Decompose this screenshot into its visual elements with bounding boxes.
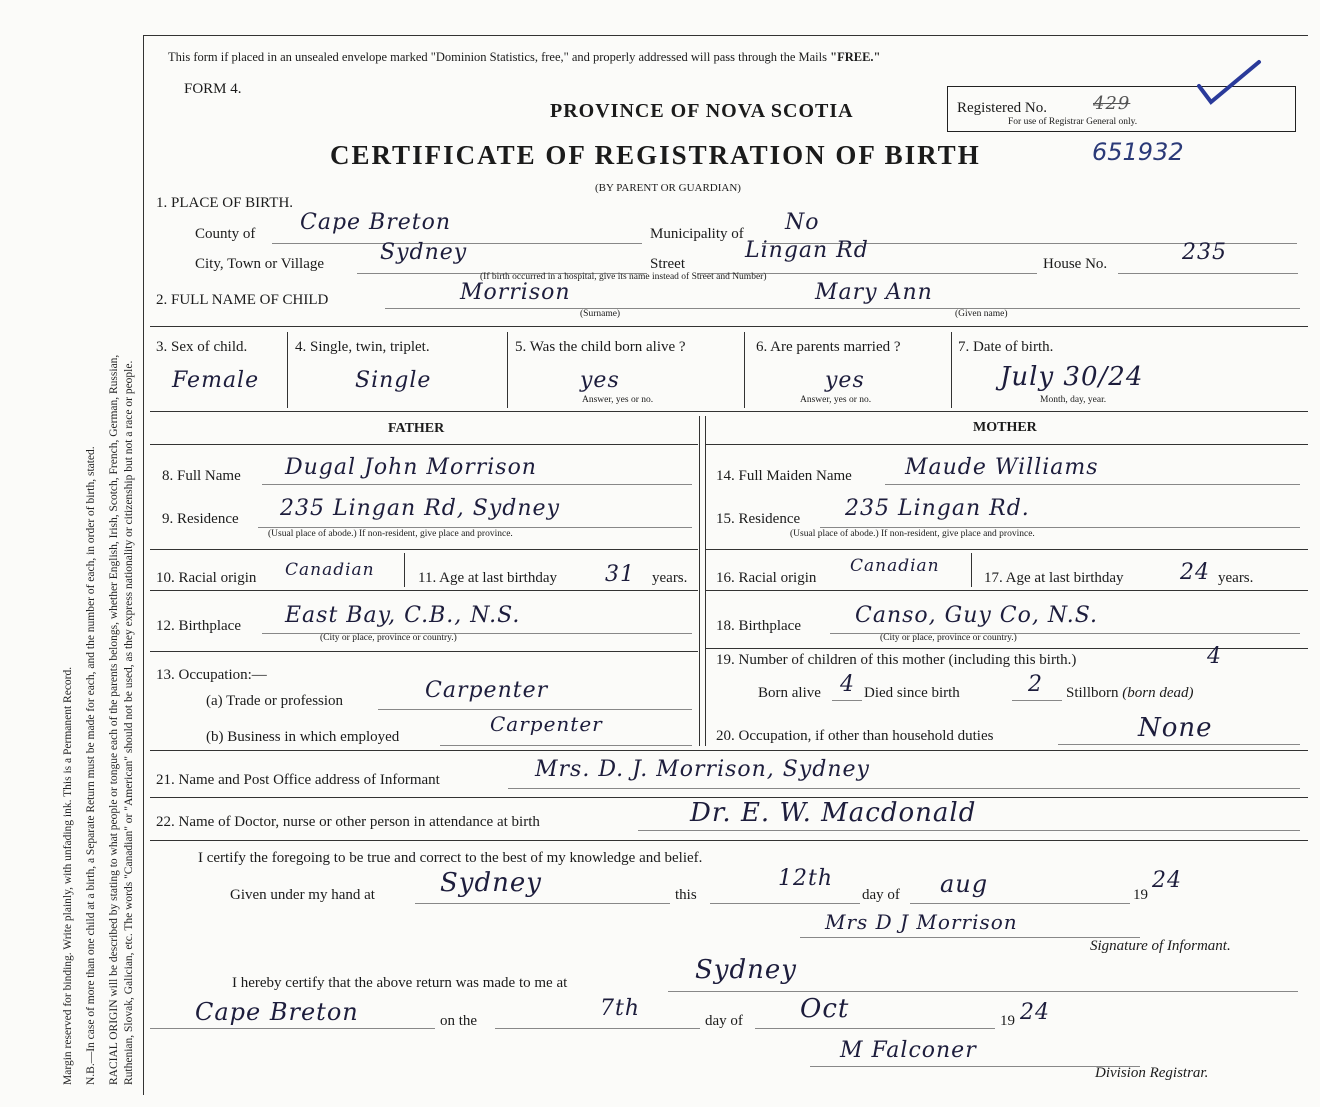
occupation-label: 13. Occupation:— (156, 667, 267, 683)
registrar-on-label: on the (440, 1013, 478, 1029)
city-value: Sydney (380, 240, 468, 265)
child-surname: Morrison (460, 280, 571, 305)
registrar-statement: I hereby certify that the above return was made to me at (232, 975, 568, 991)
certificate-number: 651932 (1092, 138, 1184, 166)
this-label: this (675, 887, 697, 903)
child-name-label: 2. FULL NAME OF CHILD (156, 292, 329, 308)
margin-note-racial-origin: RACIAL ORIGIN will be described by stating to what people or tongue each of the parents belongs, whether English, Irish, Scotch, French, German, Russian, (108, 354, 120, 1085)
place-of-birth-label: 1. PLACE OF BIRTH. (156, 195, 294, 211)
mother-occupation: None (1138, 713, 1213, 743)
doctor-value: Dr. E. W. Macdonald (690, 798, 977, 828)
trade-value: Carpenter (425, 678, 549, 703)
informant-signature: Mrs D J Morrison (825, 910, 1018, 934)
province-heading: PROVINCE OF NOVA SCOTIA (550, 100, 854, 122)
died-label: Died since birth (864, 685, 960, 701)
certify-statement: I certify the foregoing to be true and correct to the best of my knowledge and belief. (198, 850, 703, 866)
subtitle: (BY PARENT OR GUARDIAN) (595, 182, 741, 194)
page-title: CERTIFICATE OF REGISTRATION OF BIRTH (330, 140, 981, 170)
mother-residence-label: 15. Residence (716, 511, 801, 527)
stillborn-note: (born dead) (1122, 685, 1194, 701)
informant-value: Mrs. D. J. Morrison, Sydney (535, 757, 870, 782)
hospital-note: (If birth occurred in a hospital, give its name instead of Street and Number) (480, 272, 767, 282)
registrar-place: Sydney (695, 955, 797, 985)
registrar-month: Oct (800, 994, 850, 1024)
sex-value: Female (172, 368, 260, 393)
given-under-label: Given under my hand at (230, 887, 375, 903)
city-label: City, Town or Village (195, 256, 325, 272)
registrar-county: Cape Breton (195, 998, 359, 1026)
informant-label: 21. Name and Post Office address of Informant (156, 772, 440, 788)
father-name: Dugal John Morrison (285, 455, 537, 480)
street-label: Street (650, 256, 685, 272)
father-racial-label: 10. Racial origin (156, 570, 257, 586)
alive-note: Answer, yes or no. (582, 395, 654, 405)
father-birthplace-note: (City or place, province or country.) (320, 633, 457, 643)
cert-day-of-label: day of (862, 887, 900, 903)
plurality-label: 4. Single, twin, triplet. (295, 339, 430, 355)
margin-note-racial-origin-cont: Ruthenian, Slovak, Galician, etc. The words "Canadian" or "American" should not be used, as they express nationality or citizenship but not a race or people. (123, 360, 135, 1085)
informant-signature-label: Signature of Informant. (1090, 938, 1231, 954)
mother-age-label: 17. Age at last birthday (984, 570, 1124, 586)
municipality-label: Municipality of (650, 226, 744, 242)
municipality-value: No (785, 210, 820, 235)
dob-label: 7. Date of birth. (958, 339, 1054, 355)
mother-racial-label: 16. Racial origin (716, 570, 817, 586)
born-alive-label: Born alive (758, 685, 821, 701)
sex-label: 3. Sex of child. (156, 339, 248, 355)
cert-day: 12th (778, 866, 834, 891)
form-number: FORM 4. (184, 81, 242, 97)
plurality-value: Single (355, 368, 432, 393)
stillborn-label: Stillborn (born dead) (1066, 685, 1194, 701)
father-birthplace: East Bay, C.B., N.S. (285, 603, 521, 628)
father-racial: Canadian (285, 560, 375, 580)
cert-year-prefix: 19 (1133, 887, 1148, 903)
married-label: 6. Are parents married ? (756, 339, 901, 355)
registrar-day: 7th (600, 996, 641, 1021)
born-alive-value: 4 (840, 672, 855, 697)
father-name-label: 8. Full Name (162, 468, 241, 484)
business-label: (b) Business in which employed (206, 729, 400, 745)
given-name-note: (Given name) (955, 309, 1008, 319)
mother-residence-note: (Usual place of abode.) If non-resident, give place and province. (790, 529, 1035, 539)
father-residence-note: (Usual place of abode.) If non-resident, give place and province. (268, 529, 513, 539)
house-label: House No. (1043, 256, 1108, 272)
margin-note-binding: Margin reserved for binding. Write plainly, with unfading ink. This is a Permanent Record. (62, 666, 74, 1085)
father-age-label: 11. Age at last birthday (418, 570, 557, 586)
mother-name-label: 14. Full Maiden Name (716, 468, 852, 484)
registrar-signature: M Falconer (840, 1038, 977, 1063)
registered-value: 429 (1093, 93, 1131, 114)
mother-birthplace-label: 18. Birthplace (716, 618, 801, 634)
street-value: Lingan Rd (745, 238, 869, 263)
registrar-day-of-label: day of (705, 1013, 743, 1029)
died-value: 2 (1028, 672, 1043, 697)
mother-name: Maude Williams (905, 455, 1099, 480)
checkmark-icon (1195, 58, 1265, 108)
registrar-signature-label: Division Registrar. (1095, 1065, 1209, 1081)
registrar-year: 24 (1020, 1000, 1050, 1025)
county-value: Cape Breton (300, 210, 452, 235)
dob-value: July 30/24 (1000, 362, 1144, 392)
children-count: 4 (1207, 644, 1222, 669)
mother-birthplace: Canso, Guy Co, N.S. (855, 603, 1098, 628)
business-value: Carpenter (490, 712, 603, 736)
children-count-label: 19. Number of children of this mother (including this birth.) (716, 652, 1077, 668)
margin-note-multiple-births: N.B.—In case of more than one child at a birth, a Separate Return must be made for each, and the number of each, in order of birth, stated. (85, 446, 97, 1085)
cert-month: aug (940, 870, 989, 898)
mother-years: years. (1218, 570, 1254, 586)
father-residence-label: 9. Residence (162, 511, 239, 527)
married-value: yes (825, 368, 865, 393)
mother-birthplace-note: (City or place, province or country.) (880, 633, 1017, 643)
dob-note: Month, day, year. (1040, 395, 1107, 405)
mother-racial: Canadian (850, 556, 940, 576)
registrar-year-prefix: 19 (1000, 1013, 1015, 1029)
father-age: 31 (605, 562, 635, 587)
mail-free: "FREE." (830, 50, 881, 64)
mother-residence: 235 Lingan Rd. (845, 496, 1030, 521)
father-years: years. (652, 570, 688, 586)
alive-value: yes (580, 368, 620, 393)
registrar-note: For use of Registrar General only. (1008, 117, 1138, 127)
registered-label: Registered No. (957, 100, 1047, 116)
mother-age: 24 (1180, 560, 1210, 585)
mother-heading: MOTHER (973, 420, 1037, 435)
father-birthplace-label: 12. Birthplace (156, 618, 241, 634)
house-value: 235 (1182, 240, 1227, 265)
cert-year: 24 (1152, 868, 1182, 893)
father-heading: FATHER (388, 421, 445, 436)
given-place: Sydney (440, 868, 542, 898)
doctor-label: 22. Name of Doctor, nurse or other person in attendance at birth (156, 814, 540, 830)
trade-label: (a) Trade or profession (206, 693, 344, 709)
father-residence: 235 Lingan Rd, Sydney (280, 496, 560, 521)
alive-label: 5. Was the child born alive ? (515, 339, 686, 355)
child-given-name: Mary Ann (815, 280, 933, 305)
married-note: Answer, yes or no. (800, 395, 872, 405)
mother-occupation-label: 20. Occupation, if other than household duties (716, 728, 994, 744)
surname-note: (Surname) (580, 309, 621, 319)
county-label: County of (195, 226, 256, 242)
mail-notice: This form if placed in an unsealed envelope marked "Dominion Statistics, free," and properly addressed will pass through the Mails "FREE." (168, 50, 881, 64)
